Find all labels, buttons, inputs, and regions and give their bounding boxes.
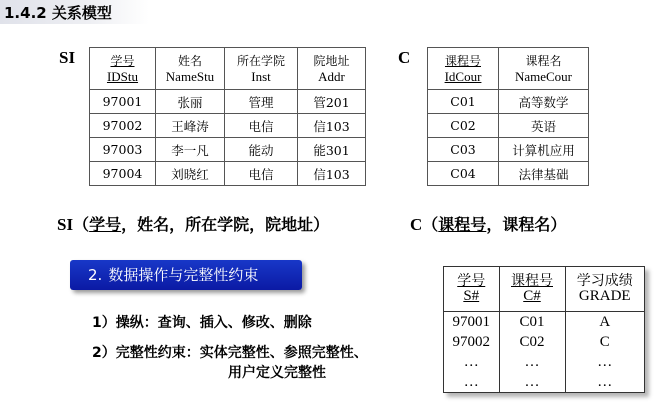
grade-cell: … [499,352,565,372]
title-bar [0,0,149,24]
si-header-row [90,48,366,90]
grade-cell: … [499,372,565,392]
slide-title: 1.4.2 关系模型 [4,4,112,22]
si-cell: 电信 [225,162,298,186]
point-integrity-cont: 用户定义完整性 [228,365,326,381]
table-row [428,114,589,138]
grade-cell: … [444,352,499,372]
si-header-inst: 所在学院 Inst [225,48,298,90]
si-cell: 信103 [298,114,366,138]
si-cell: 97001 [90,90,156,114]
section-heading [70,260,302,290]
grade-cell: … [597,353,613,370]
si-cell: 管理 [225,90,298,114]
si-header-idstu: 学号 IDStu [90,48,156,90]
point-manipulation: 1）操纵：查询、插入、修改、删除 [92,315,312,331]
grade-cell: A [599,313,611,330]
c-cell: 法律基础 [499,162,589,186]
table-row [90,162,366,186]
schema-si-key: 学号 [89,215,122,234]
point-integrity: 2）完整性约束：实体完整性、参照完整性、 [92,345,368,361]
table-row [428,90,589,114]
grade-table-box [443,266,645,393]
c-table [427,47,589,186]
si-cell: 电信 [225,114,298,138]
table-row [444,312,644,333]
si-cell: 能动 [225,138,298,162]
c-label: C [398,48,411,67]
c-cell: 英语 [499,114,589,138]
c-cell: 计算机应用 [499,138,589,162]
si-label: SI [59,48,76,67]
table-row [444,332,644,352]
section-number: 2. [88,266,103,284]
schema-c: C（课程号，课程名） [410,215,567,234]
si-cell: 张丽 [156,90,225,114]
grade-header-cid: 课程号 C# [499,267,565,312]
grade-table [444,267,644,392]
c-cell: C02 [428,114,499,138]
table-row [444,372,644,392]
grade-header-grade: 学习成绩 GRADE [565,267,644,312]
table-row [90,90,366,114]
grade-cell: 97001 [444,312,499,333]
grade-cell: 97002 [444,332,499,352]
si-cell: 信103 [298,162,366,186]
c-header-row [428,48,589,90]
si-cell: 97002 [90,114,156,138]
table-row [444,352,644,372]
c-cell: C01 [428,90,499,114]
si-cell: 97004 [90,162,156,186]
grade-cell: C [599,333,610,350]
si-cell: 管201 [298,90,366,114]
c-cell: 高等数学 [499,90,589,114]
section-label: 数据操作与完整性约束 [108,266,259,284]
grade-header-sid: 学号 S# [444,267,499,312]
schema-si: SI（学号，姓名，所在学院，院地址） [57,215,330,234]
schema-c-key: 课程号 [438,215,487,234]
c-header-namecour: 课程名 NameCour [499,48,589,90]
grade-cell: C02 [499,332,565,352]
grade-header-row [444,267,644,312]
si-cell: 能301 [298,138,366,162]
grade-cell: … [444,372,499,392]
si-header-namestu: 姓名 NameStu [156,48,225,90]
table-row [428,138,589,162]
table-row [90,114,366,138]
table-row [428,162,589,186]
table-row [90,138,366,162]
c-cell: C04 [428,162,499,186]
si-cell: 97003 [90,138,156,162]
si-cell: 李一凡 [156,138,225,162]
si-table [89,47,366,186]
si-header-addr: 院地址 Addr [298,48,366,90]
grade-cell: C01 [499,312,565,333]
si-cell: 王峰涛 [156,114,225,138]
si-cell: 刘晓红 [156,162,225,186]
c-header-idcour: 课程号 IdCour [428,48,499,90]
grade-cell: … [597,373,613,390]
c-cell: C03 [428,138,499,162]
